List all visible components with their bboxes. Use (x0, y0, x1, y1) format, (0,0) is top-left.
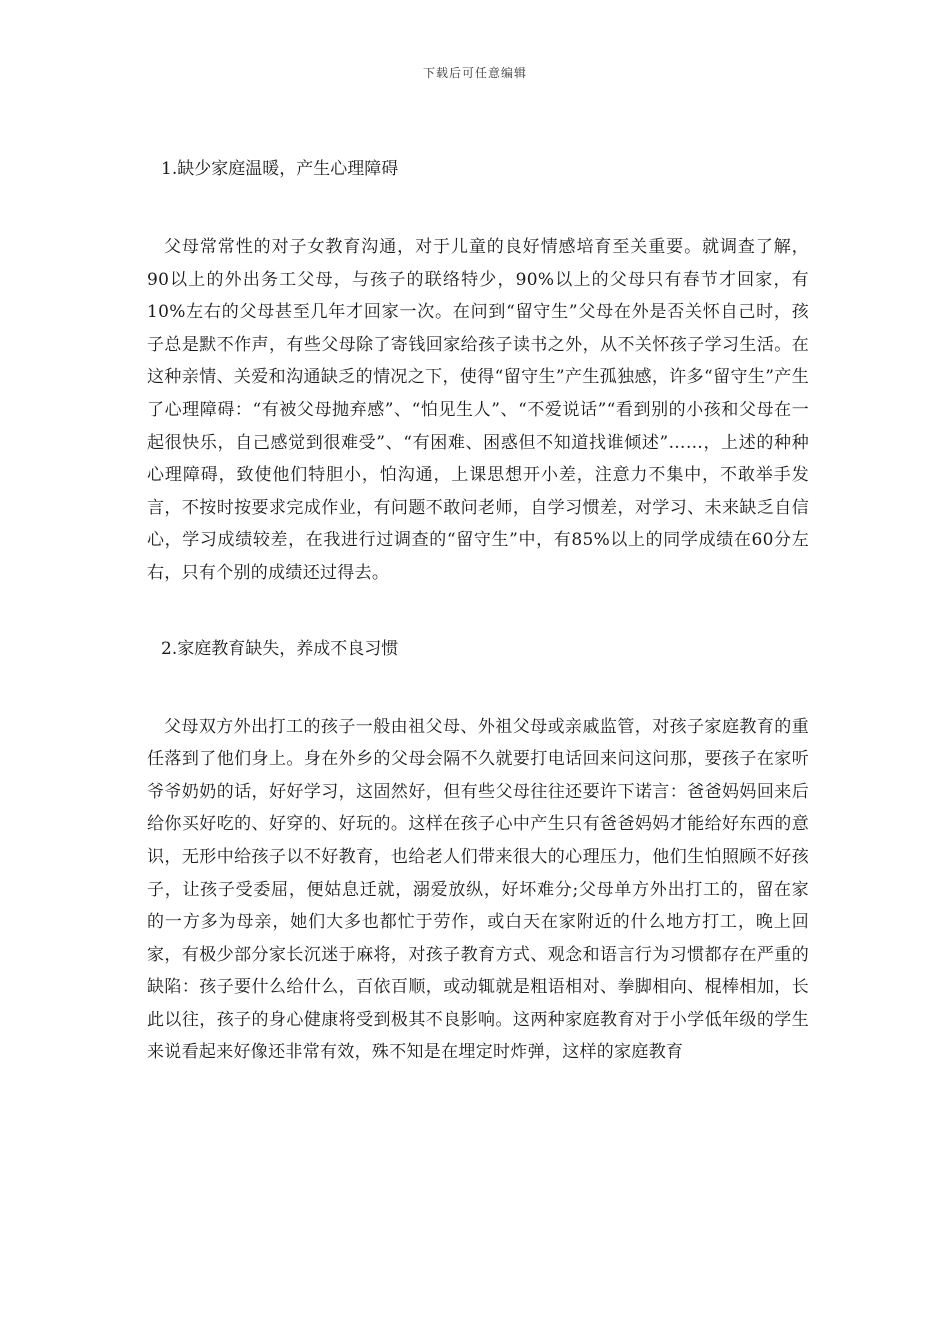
document-body (147, 150, 809, 1109)
section-paragraph-2: 父母双方外出打工的孩子一般由祖父母、外祖父母或亲戚监管，对孩子家庭教育的重任落到了他们身上。身在外乡的父母会隔不久就要打电话回来问这问那，要孩子在家听爷爷奶奶的话，好好学习，这固然好，但有些父母往往还要许下诺言：爸爸妈妈回来后给你买好吃的、好穿的、好玩的。这样在孩子心中产生只有爸爸妈妈才能给好东西的意识，无形中给孩子以不好教育，也给老人们带来很大的心理压力，他们生怕照顾不好孩子，让孩子受委屈，便姑息迁就，溺爱放纵，好坏难分;父母单方外出打工的，留在家的一方多为母亲，她们大多也都忙于劳作，或白天在家附近的什么地方打工，晚上回家，有极少部分家长沉迷于麻将，对孩子教育方式、观念和语言行为习惯都存在严重的缺陷：孩子要什么给什么，百依百顺，或动辄就是粗语相对、拳脚相向、棍棒相加，长此以往，孩子的身心健康将受到极其不良影响。这两种家庭教育对于小学低年级的学生来说看起来好像还非常有效，殊不知是在埋定时炸弹，这样的家庭教育 (147, 716, 809, 1063)
section-heading-1: 1.缺少家庭温暖，产生心理障碍 (161, 159, 399, 179)
page-header: 下载后可任意编辑 (422, 66, 527, 80)
section-paragraph-1: 父母常常性的对子女教育沟通，对于儿童的良好情感培育至关重要。就调查了解，90以上的外出务工父母，与孩子的联络特少，90%以上的父母只有春节才回家，有10%左右的父母甚至几年才回家一次。在问到“留守生”父母在外是否关怀自己时，孩子总是默不作声，有些父母除了寄钱回家给孩子读书之外，从不关怀孩子学习生活。在这种亲情、关爱和沟通缺乏的情况之下，使得“留守生”产生孤独感，许多“留守生”产生了心理障碍：“有被父母抛弃感”、“怕见生人”、“不爱说话”“看到别的小孩和父母在一起很快乐，自己感觉到很难受”、“有困难、困惑但不知道找谁倾述”……，上述的种种心理障碍，致使他们特胆小，怕沟通，上课思想开小差，注意力不集中，不敢举手发言，不按时按要求完成作业，有问题不敢问老师，自学习惯差，对学习、未来缺乏自信心，学习成绩较差，在我进行过调查的“留守生”中，有85%以上的同学成绩在60分左右，只有个别的成绩还过得去。 (147, 237, 809, 583)
section-heading-2: 2.家庭教育缺失，养成不良习惯 (161, 638, 399, 659)
